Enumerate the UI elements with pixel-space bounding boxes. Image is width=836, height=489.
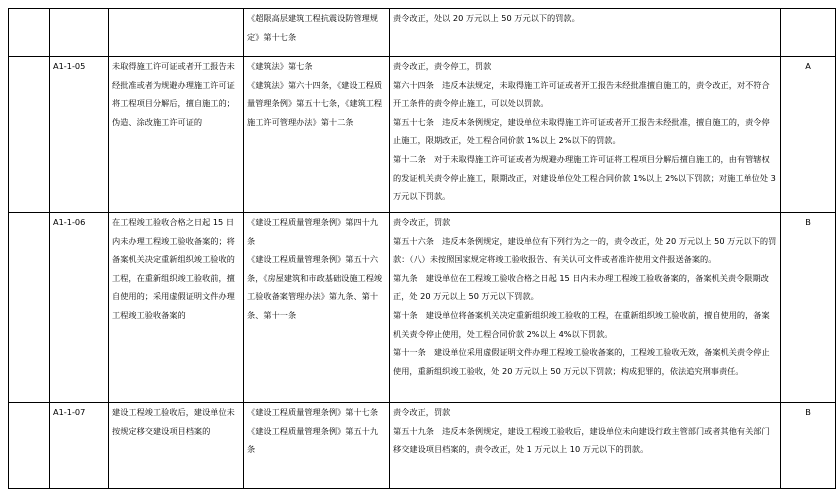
basis-paragraph: 《建筑法》第七条 bbox=[247, 61, 313, 71]
penalty-paragraph: 责令改正，责令停工，罚款 bbox=[393, 61, 492, 71]
level-grade: B bbox=[781, 213, 836, 403]
table-row bbox=[9, 403, 836, 489]
penalty-paragraph: 责令改正，罚款 bbox=[393, 217, 451, 227]
legal-basis bbox=[244, 9, 390, 57]
level-grade: A bbox=[781, 57, 836, 213]
basis-paragraph: 《建筑法》第六十四条，《建设工程质量管理条例》第五十七条，《建筑工程施工许可管理办法》第十二条 bbox=[247, 79, 383, 127]
penalty-paragraph: 责令改正，罚款 bbox=[393, 407, 451, 417]
basis-paragraph: 《建设工程质量管理条例》第五十六条，《房屋建筑和市政基础设施工程竣工验收备案管理办法》第九条、第十条、第十一条 bbox=[247, 254, 383, 320]
penalty-paragraph: 第九条 建设单位在工程竣工验收合格之日起 15 日内未办理工程竣工验收备案的，备案机关责令限期改正，处 20 万元以上 50 万元以下罚款。 bbox=[393, 272, 769, 302]
penalty-standard bbox=[390, 213, 781, 403]
violation-behavior bbox=[109, 9, 244, 57]
violation-behavior: 在工程竣工验收合格之日起 15 日内未办理工程竣工验收备案的；将备案机关决定重新组织竣工验收的工程，在重新组织竣工验收前，擅自使用的；采用虚假证明文件办理工程竣工验收备案的 bbox=[109, 213, 244, 403]
penalty-standard bbox=[390, 403, 781, 489]
legal-basis bbox=[244, 403, 390, 489]
penalty-paragraph: 第五十六条 违反本条例规定，建设单位有下列行为之一的，责令改正，处 20 万元以上 50 万元以下的罚款：（八）未按照国家规定将竣工验收报告、有关认可文件或者准许使用文件报送备案的。 bbox=[393, 235, 777, 265]
basis-paragraph: 《建设工程质量管理条例》第五十九条 bbox=[247, 425, 379, 455]
blank-cell bbox=[9, 9, 50, 57]
violation-behavior: 未取得施工许可证或者开工报告未经批准或者为规避办理施工许可证将工程项目分解后，擅自施工的；伪造、涂改施工许可证的 bbox=[109, 57, 244, 213]
regulation-table bbox=[8, 8, 836, 489]
table-row bbox=[9, 57, 836, 213]
violation-behavior: 建设工程竣工验收后，建设单位未按规定移交建设项目档案的 bbox=[109, 403, 244, 489]
blank-cell bbox=[9, 403, 50, 489]
table-body bbox=[9, 9, 836, 489]
item-code: A1-1-06 bbox=[50, 213, 109, 403]
penalty-paragraph: 第五十九条 违反本条例规定，建设工程竣工验收后，建设单位未向建设行政主管部门或者其他有关部门移交建设项目档案的，责令改正，处 1 万元以上 10 万元以下的罚款。 bbox=[393, 425, 770, 455]
penalty-paragraph: 责令改正，处以 20 万元以上 50 万元以下的罚款。 bbox=[393, 13, 580, 23]
basis-paragraph: 《超限高层建筑工程抗震设防管理规定》第十七条 bbox=[247, 13, 379, 42]
penalty-paragraph: 第十条 建设单位将备案机关决定重新组织竣工验收的工程，在重新组织竣工验收前，擅自使用的，备案机关责令停止使用，处工程合同价款 2%以上 4%以下罚款。 bbox=[393, 309, 770, 339]
penalty-standard bbox=[390, 57, 781, 213]
legal-basis bbox=[244, 57, 390, 213]
table-row bbox=[9, 213, 836, 403]
blank-cell bbox=[9, 213, 50, 403]
penalty-paragraph: 第十一条 建设单位采用虚假证明文件办理工程竣工验收备案的，工程竣工验收无效，备案机关责令停止使用，重新组织竣工验收，处 20 万元以上 50 万元以下罚款；构成犯罪的，依法追究刑事责任。 bbox=[393, 347, 770, 376]
penalty-paragraph: 第五十七条 违反本条例规定，建设单位未取得施工许可证或者开工报告未经批准，擅自施工的，责令停止施工，限期改正，处工程合同价款 1%以上 2%以下的罚款。 bbox=[393, 116, 770, 146]
legal-basis bbox=[244, 213, 390, 403]
level-grade bbox=[781, 9, 836, 57]
penalty-paragraph: 第十二条 对于未取得施工许可证或者为规避办理施工许可证将工程项目分解后擅自施工的，由有管辖权的发证机关责令停止施工，限期改正，对建设单位处工程合同价款 1%以上 2%以下罚款；对施工单位处 3 万元以下罚款。 bbox=[393, 153, 776, 202]
penalty-paragraph: 第六十四条 违反本法规定，未取得施工许可证或者开工报告未经批准擅自施工的，责令改正，对不符合开工条件的责令停止施工，可以处以罚款。 bbox=[393, 79, 770, 109]
level-grade: B bbox=[781, 403, 836, 489]
penalty-standard bbox=[390, 9, 781, 57]
table-row bbox=[9, 9, 836, 57]
item-code bbox=[50, 9, 109, 57]
item-code: A1-1-05 bbox=[50, 57, 109, 213]
basis-paragraph: 《建设工程质量管理条例》第四十九条 bbox=[247, 217, 379, 246]
basis-paragraph: 《建设工程质量管理条例》第十七条 bbox=[247, 407, 379, 417]
item-code: A1-1-07 bbox=[50, 403, 109, 489]
blank-cell bbox=[9, 57, 50, 213]
